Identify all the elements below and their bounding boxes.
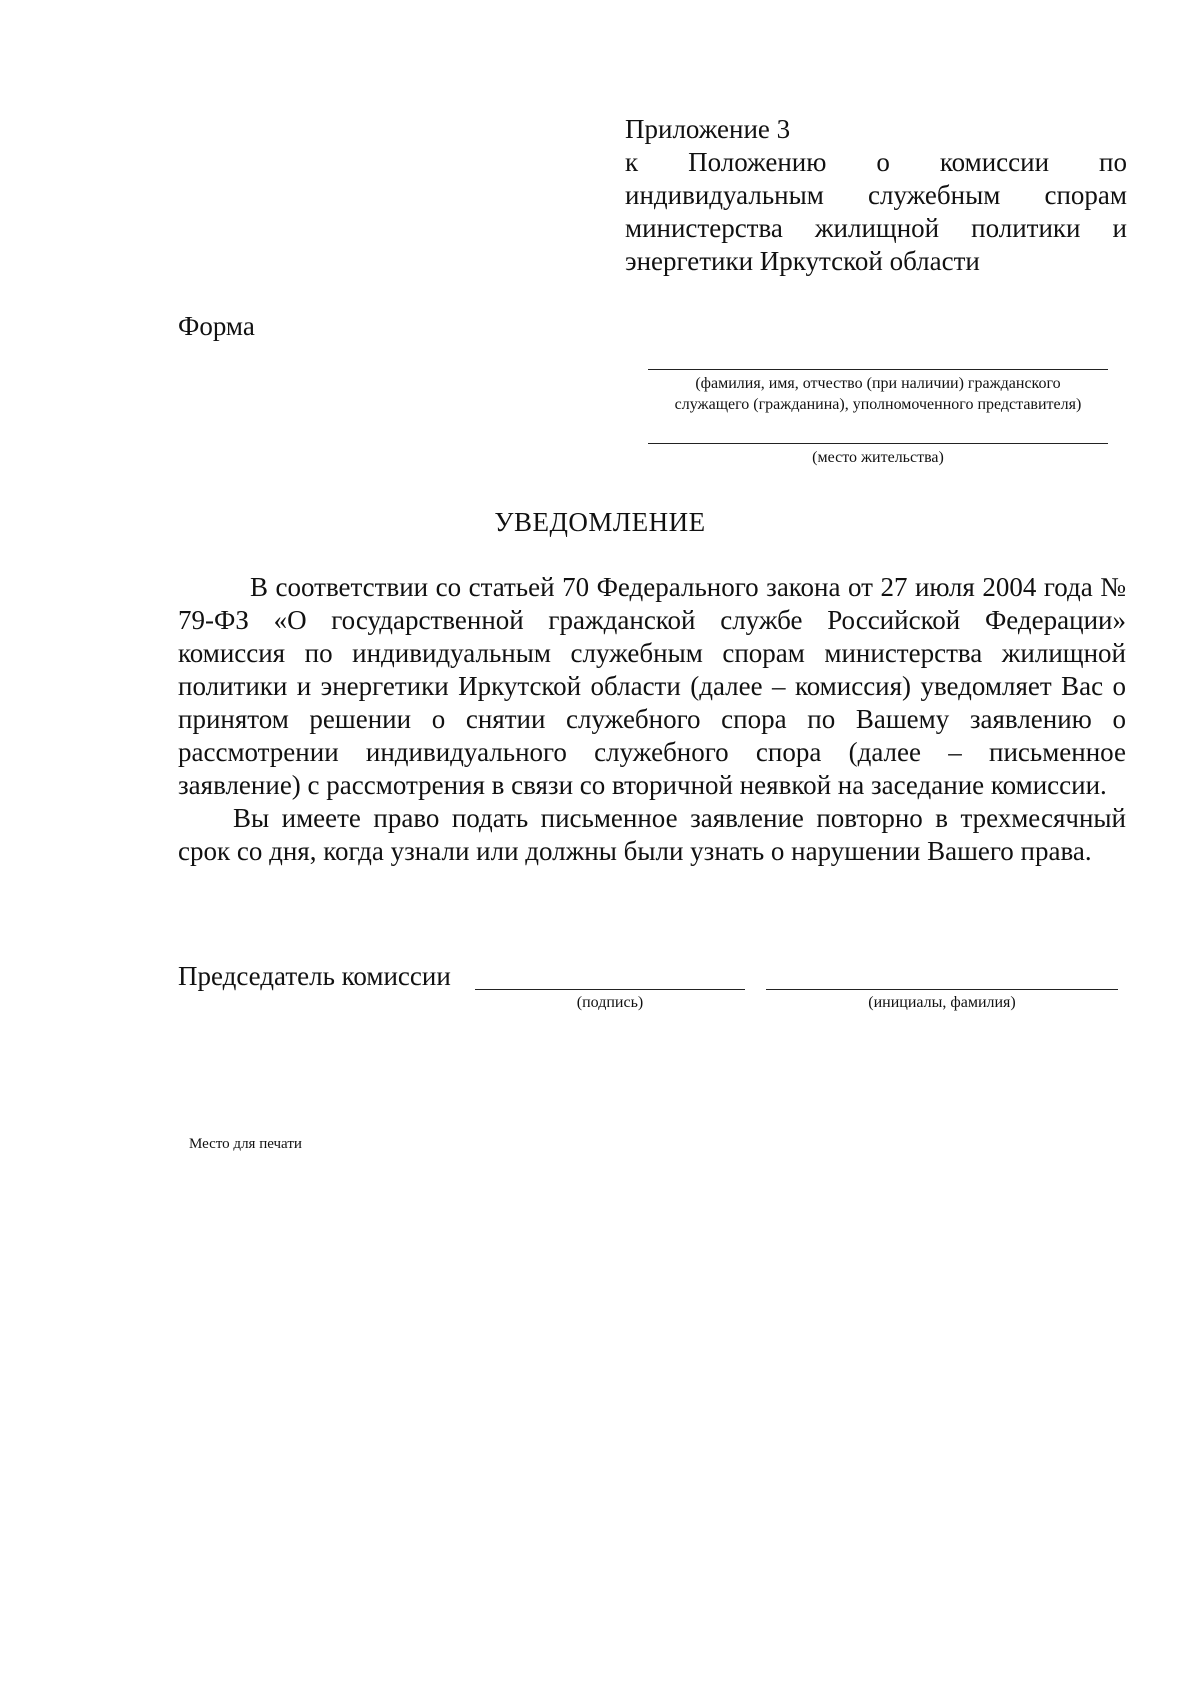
recipient-address-block [648,443,1108,468]
signature-row [178,959,1126,1019]
appendix-header [625,113,1127,278]
appendix-line: индивидуальным служебным спорам [625,180,1127,210]
appendix-line: к Положению о комиссии по [625,147,1127,177]
appendix-title: Приложение 3 [625,114,791,144]
caption-line: (фамилия, имя, отчество (при наличии) гражданского [695,375,1061,392]
recipient-name-caption [648,373,1108,415]
signature-line[interactable] [475,989,745,990]
appendix-line: энергетики Иркутской области [625,246,980,276]
signature-caption: (подпись) [576,994,644,1011]
stamp-place-label: Место для печати [189,1136,302,1152]
recipient-address-line[interactable] [648,443,1108,444]
notice-body [178,571,1126,868]
form-label: Форма [178,311,255,341]
appendix-line: министерства жилищной политики и [625,213,1127,243]
recipient-name-block [648,369,1108,415]
caption-line: служащего (гражданина), уполномоченного представителя) [674,396,1082,413]
body-paragraph: В соответствии со статьей 70 Федерального закона от 27 июля 2004 года № 79-ФЗ «О государственной гражданской службе Российской Федерации» комиссия по индивидуальным служебным спорам министерства жилищной политики и энергетики Иркутской области (далее – комиссия) уведомляет Вас о принятом решении о снятии служебного спора по Вашему заявлению о рассмотрении индивидуального служебного спора (далее – письменное заявление) с рассмотрения в связи со вторичной неявкой на заседание комиссии. [178,572,1126,800]
recipient-name-line[interactable] [648,369,1108,370]
recipient-address-caption: (место жительства) [812,449,944,466]
document-title: УВЕДОМЛЕНИЕ [494,507,706,537]
body-paragraph: Вы имеете право подать письменное заявление повторно в трехмесячный срок со дня, когда узнали или должны были узнать о нарушении Вашего права. [178,803,1126,866]
name-caption: (инициалы, фамилия) [868,994,1016,1011]
chairman-label: Председатель комиссии [178,961,451,991]
name-line[interactable] [766,989,1118,990]
